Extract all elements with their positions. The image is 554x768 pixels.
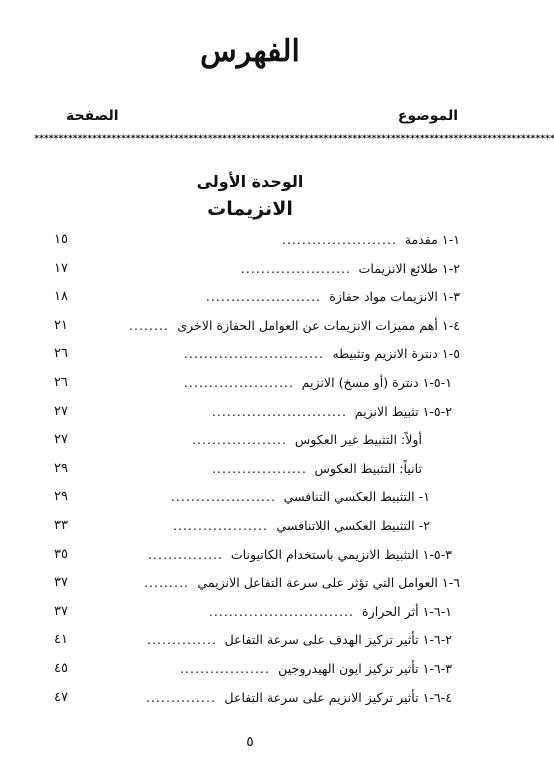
subject-column-header: الموضوع xyxy=(397,108,458,124)
toc-entry-page: ٤٥ xyxy=(54,660,68,676)
toc-entry-page: ٢٩ xyxy=(54,489,68,505)
toc-entry xyxy=(40,514,460,543)
toc-entry-label: ٤-٦-١ تأثير تركيز الانزيم على سرعة التفاعل xyxy=(224,689,452,705)
toc-entry-leader: ................... xyxy=(172,517,268,533)
toc-list xyxy=(40,228,460,714)
toc-entry-label: ٦-١ العوامل التي تؤثر على سرعة التفاعل الانزيمي xyxy=(197,575,460,591)
toc-entry-leader: ........................... xyxy=(211,403,347,419)
toc-entry xyxy=(40,600,460,629)
toc-entry xyxy=(40,657,460,686)
toc-entry-label: ١- التثبيط العكسي التنافسي xyxy=(283,489,430,505)
toc-entry-page: ٣٣ xyxy=(54,517,68,533)
toc-entry-page: ٤٧ xyxy=(54,689,68,705)
toc-entry-label: ٣-١ الانزيمات مواد حفازة xyxy=(329,289,460,305)
toc-entry-leader: ............................. xyxy=(208,603,354,619)
toc-entry-leader: ...................... xyxy=(183,374,294,390)
toc-entry-leader: ......... xyxy=(143,575,189,591)
toc-entry-page: ٢٧ xyxy=(54,403,68,419)
toc-entry xyxy=(40,571,460,600)
toc-entry-page: ١٥ xyxy=(54,232,68,247)
toc-entry-label: ٥-١ دنترة الانزيم وتثبيطه xyxy=(332,346,460,362)
toc-entry xyxy=(40,257,460,286)
toc-entry xyxy=(40,371,460,400)
toc-entry-leader: .............. xyxy=(146,632,217,648)
toc-entry-label: ١-٦-١ أثر الحرارة xyxy=(362,603,452,619)
toc-entry-page: ٣٧ xyxy=(54,603,68,619)
unit-subtitle: الانزيمات xyxy=(207,198,293,220)
page-column-header: الصفحة xyxy=(66,108,119,124)
toc-entry-label: ٢-١ طلائع الانزيمات xyxy=(358,260,460,276)
toc-entry xyxy=(40,485,460,514)
toc-entry-leader: ............................ xyxy=(183,346,324,362)
toc-entry-leader: ..................... xyxy=(170,489,276,505)
toc-entry-label: ثانياً: التثبيط العكوس xyxy=(314,460,422,476)
toc-entry-page: ٣٥ xyxy=(54,546,68,562)
toc-entry-page: ٢٩ xyxy=(54,460,68,476)
toc-entry-page: ١٨ xyxy=(54,289,68,305)
toc-entry-label: ٤-١ أهم مميزات الانزيمات عن العوامل الحفازة الاخرى xyxy=(177,317,460,333)
toc-entry-label: ٣-٦-١ تأثير تركيز ايون الهيدروجين xyxy=(278,660,452,676)
toc-entry xyxy=(40,342,460,371)
toc-entry-leader: ....................... xyxy=(281,232,397,247)
toc-entry-page: ٢٦ xyxy=(54,346,68,362)
page-number: ٥ xyxy=(246,734,254,750)
toc-entry-label: أولاً: التثبيط غير العكوس xyxy=(294,432,422,448)
toc-entry xyxy=(40,628,460,657)
toc-entry-label: ١-٥-١ دنترة (أو مسخ) الانزيم xyxy=(301,374,452,390)
unit-title: الوحدة الأولى xyxy=(196,172,304,191)
toc-entry-page: ٤١ xyxy=(54,632,68,648)
toc-entry-page: ١٧ xyxy=(54,260,68,276)
toc-entry xyxy=(40,228,460,257)
toc-entry xyxy=(40,285,460,314)
toc-entry xyxy=(40,400,460,429)
toc-entry-label: ٢- التثبيط العكسي اللاتنافسي xyxy=(276,517,430,533)
toc-entry-leader: .................. xyxy=(179,660,270,676)
toc-entry-label: ٣-٥-١ التثبيط الانزيمي باستخدام الكاتيونات xyxy=(230,546,452,562)
toc-entry-leader: ................... xyxy=(211,460,307,476)
page-title: الفهرس xyxy=(200,34,300,69)
toc-entry-leader: ........ xyxy=(128,317,169,333)
toc-entry-label: ١-١ مقدمة xyxy=(404,232,460,247)
toc-entry-label: ٢-٥-١ تثبيط الانزيم xyxy=(354,403,452,419)
toc-entry xyxy=(40,428,460,457)
toc-entry-leader: ............... xyxy=(147,546,223,562)
toc-entry-page: ٢٧ xyxy=(54,432,68,448)
toc-entry-leader: ................... xyxy=(191,432,287,448)
toc-entry xyxy=(40,314,460,343)
toc-entry xyxy=(40,686,460,715)
toc-entry-page: ٢٦ xyxy=(54,374,68,390)
toc-entry xyxy=(40,543,460,572)
toc-entry xyxy=(40,457,460,486)
toc-entry-page: ٣٧ xyxy=(54,575,68,591)
toc-entry-label: ٢-٦-١ تأثير تركيز الهدف على سرعة التفاعل xyxy=(224,632,452,648)
toc-entry-leader: .............. xyxy=(145,689,216,705)
toc-entry-leader: ...................... xyxy=(240,260,351,276)
toc-entry-leader: ....................... xyxy=(205,289,321,305)
star-separator: ************************************************************************************************************ xyxy=(34,134,554,144)
toc-entry-page: ٢١ xyxy=(54,317,68,333)
